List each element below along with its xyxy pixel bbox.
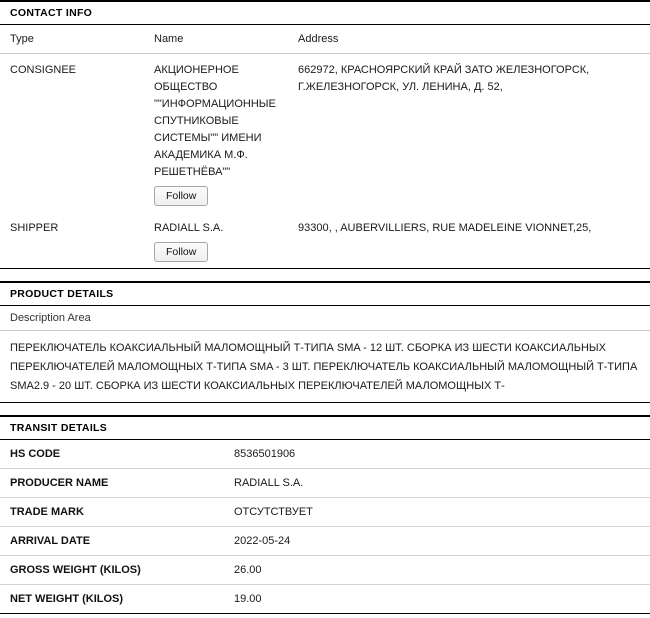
transit-label-hs-code: HS CODE bbox=[0, 440, 224, 469]
product-description: ПЕРЕКЛЮЧАТЕЛЬ КОАКСИАЛЬНЫЙ МАЛОМОЩНЫЙ Т-ТИПА SMA - 12 ШТ. СБОРКА ИЗ ШЕСТИ КОАКСИАЛЬНЫХ ПЕРЕКЛЮЧАТЕЛЕЙ МАЛОМОЩНЫХ Т-ТИПА SMA - 3 ШТ. ПЕРЕКЛЮЧАТЕЛЬ КОАКСИАЛЬНЫЙ МАЛОМОЩНЫЙ Т-ТИПА SMA2.9 - 20 ШТ. СБОРКА ИЗ ШЕСТИ КОАКСИАЛЬНЫХ ПЕРЕКЛЮЧАТЕЛЕЙ МАЛОМОЩНЫХ Т- bbox=[10, 342, 638, 392]
shipper-name: RADIALL S.A. bbox=[154, 222, 224, 234]
transit-value-gross-weight: 26.00 bbox=[224, 556, 650, 585]
column-header-address: Address bbox=[288, 25, 650, 54]
transit-label-trade-mark: TRADE MARK bbox=[0, 498, 224, 527]
shipper-follow-wrap bbox=[154, 237, 284, 262]
product-details-section bbox=[0, 281, 650, 403]
transit-value-hs-code: 8536501906 bbox=[224, 440, 650, 469]
table-row bbox=[0, 527, 650, 556]
transit-table bbox=[0, 440, 650, 613]
contact-info-section bbox=[0, 0, 650, 269]
follow-button[interactable]: Follow bbox=[154, 186, 208, 206]
table-row bbox=[0, 440, 650, 469]
table-row bbox=[0, 469, 650, 498]
description-area-label: Description Area bbox=[0, 306, 650, 331]
contact-table-header-row bbox=[0, 25, 650, 54]
shipper-name-cell bbox=[144, 212, 288, 268]
section-gap bbox=[0, 269, 650, 281]
transit-label-arrival-date: ARRIVAL DATE bbox=[0, 527, 224, 556]
transit-label-gross-weight: GROSS WEIGHT (KILOS) bbox=[0, 556, 224, 585]
transit-details-section bbox=[0, 415, 650, 614]
table-row bbox=[0, 498, 650, 527]
contact-info-body bbox=[0, 25, 650, 268]
table-row bbox=[0, 585, 650, 614]
consignee-type: CONSIGNEE bbox=[10, 64, 77, 76]
section-gap bbox=[0, 403, 650, 415]
column-header-type: Type bbox=[0, 25, 144, 54]
contact-table bbox=[0, 25, 650, 268]
table-row bbox=[0, 212, 650, 268]
transit-value-net-weight: 19.00 bbox=[234, 593, 262, 605]
table-row bbox=[0, 556, 650, 585]
contact-info-title: CONTACT INFO bbox=[0, 2, 650, 25]
column-header-name: Name bbox=[144, 25, 288, 54]
follow-button[interactable]: Follow bbox=[154, 242, 208, 262]
transit-label-producer-name: PRODUCER NAME bbox=[0, 469, 224, 498]
shipper-address: 93300, , AUBERVILLIERS, RUE MADELEINE VIONNET,25, bbox=[298, 222, 592, 234]
consignee-name-cell bbox=[144, 54, 288, 213]
consignee-address: 662972, КРАСНОЯРСКИЙ КРАЙ ЗАТО ЖЕЛЕЗНОГОРСК, Г.ЖЕЛЕЗНОГОРСК, УЛ. ЛЕНИНА, Д. 52, bbox=[298, 64, 590, 93]
product-details-title: PRODUCT DETAILS bbox=[0, 283, 650, 306]
transit-label-net-weight: NET WEIGHT (KILOS) bbox=[10, 593, 124, 605]
transit-value-trade-mark: ОТСУТСТВУЕТ bbox=[224, 498, 650, 527]
transit-value-producer-name: RADIALL S.A. bbox=[224, 469, 650, 498]
table-row bbox=[0, 54, 650, 213]
consignee-name: АКЦИОНЕРНОЕ ОБЩЕСТВО ""ИНФОРМАЦИОННЫЕ СПУТНИКОВЫЕ СИСТЕМЫ"" ИМЕНИ АКАДЕМИКА М.Ф. РЕШЕТНЁВА"" bbox=[154, 64, 276, 178]
transit-value-arrival-date: 2022-05-24 bbox=[224, 527, 650, 556]
shipper-type: SHIPPER bbox=[10, 222, 59, 234]
transit-details-title: TRANSIT DETAILS bbox=[0, 417, 650, 440]
consignee-follow-wrap bbox=[154, 181, 284, 206]
